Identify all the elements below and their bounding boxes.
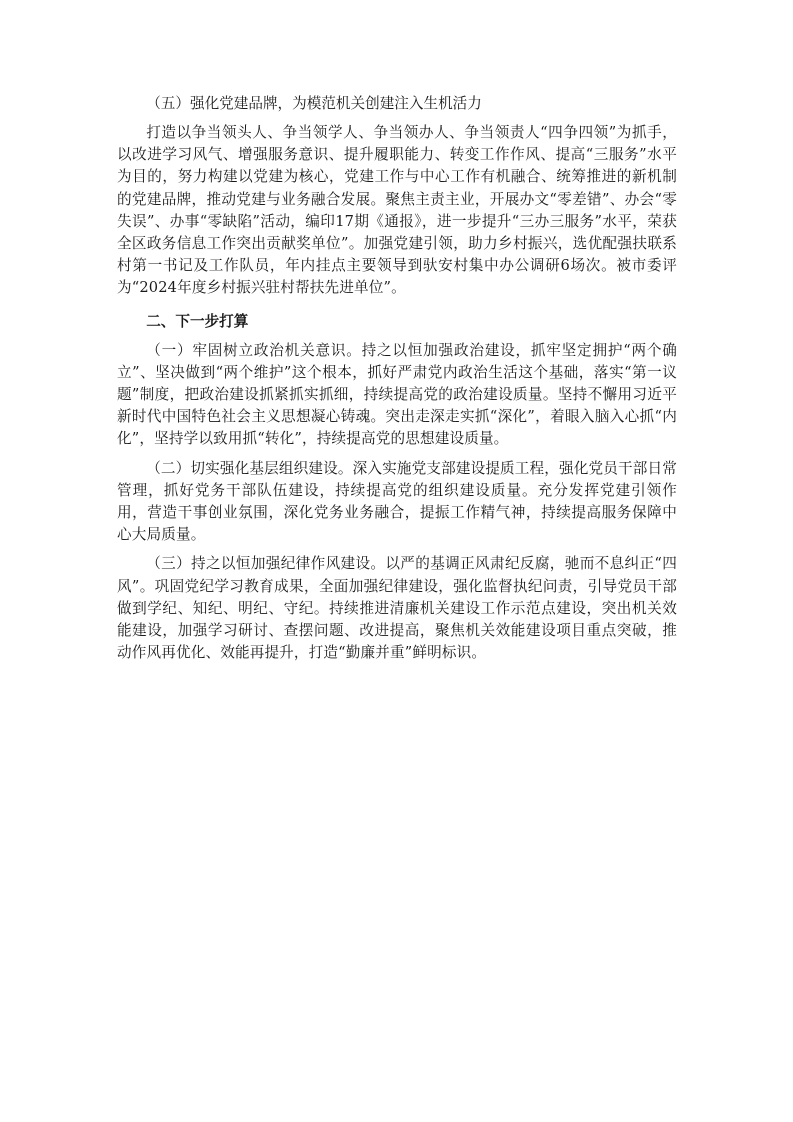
section5-body: 打造以争当领头人、争当领学人、争当领办人、争当领责人“四争四领”为抓手，以改进学习风气、增强服务意识、提升履职能力、转变工作作风、提高“三服务”水平为目的，努力构建以党建为核心，党建工作与中心工作有机融合、统筹推进的新机制的党建品牌，推动党建与业务融合发展。聚焦主责主业，开展办文“零差错”、办会“零失误”、办事“零缺陷”活动，编印17期《通报》，进一步提升“三办三服务”水平，荣获全区政务信息工作突出贡献奖单位”。加强党建引领，助力乡村振兴，选优配强扶联系村第一书记及工作队员，年内挂点主要领导到驮安村集中办公调研6场次。被市委评为“2024年度乡村振兴驻村帮扶先进单位”。 (117, 124, 677, 297)
next-steps-item-1: （一）牢固树立政治机关意识。持之以恒加强政治建设，抓牢坚定拥护“两个确立”、坚决做到“两个维护”这个根本，抓好严肃党内政治生活这个基础，落实“第一议题”制度，把政治建设抓紧抓实抓细，持续提高党的政治建设质量。坚持不懈用习近平新时代中国特色社会主义思想凝心铸魂。突出走深走实抓“深化”，着眼入脑入心抓“内化”，坚持学以致用抓“转化”，持续提高党的思想建设质量。 (117, 341, 677, 448)
next-steps-item-2: （二）切实强化基层组织建设。深入实施党支部建设提质工程，强化党员干部日常管理，抓好党务干部队伍建设，持续提高党的组织建设质量。充分发挥党建引领作用，营造干事创业氛围，深化党务业务融合，提振工作精气神，持续提高服务保障中心大局质量。 (117, 459, 677, 544)
paragraph-gap (117, 546, 677, 553)
paragraph-gap (117, 451, 677, 458)
section5-heading: （五）强化党建品牌，为模范机关创建注入生机活力 (146, 95, 482, 112)
next-steps-heading: 二、下一步打算 (146, 312, 249, 330)
document-page (117, 92, 677, 664)
next-steps-item-3: （三）持之以恒加强纪律作风建设。以严的基调正风肃纪反腐，驰而不息纠正“四风”。巩固党纪学习教育成果，全面加强纪律建设，强化监督执纪问责，引导党员干部做到学纪、知纪、明纪、守纪。持续推进清廉机关建设工作示范点建设，突出机关效能建设，加强学习研讨、查摆问题、改进提高，聚焦机关效能建设项目重点突破，推动作风再优化、效能再提升，打造“勤廉并重”鲜明标识。 (117, 555, 677, 662)
